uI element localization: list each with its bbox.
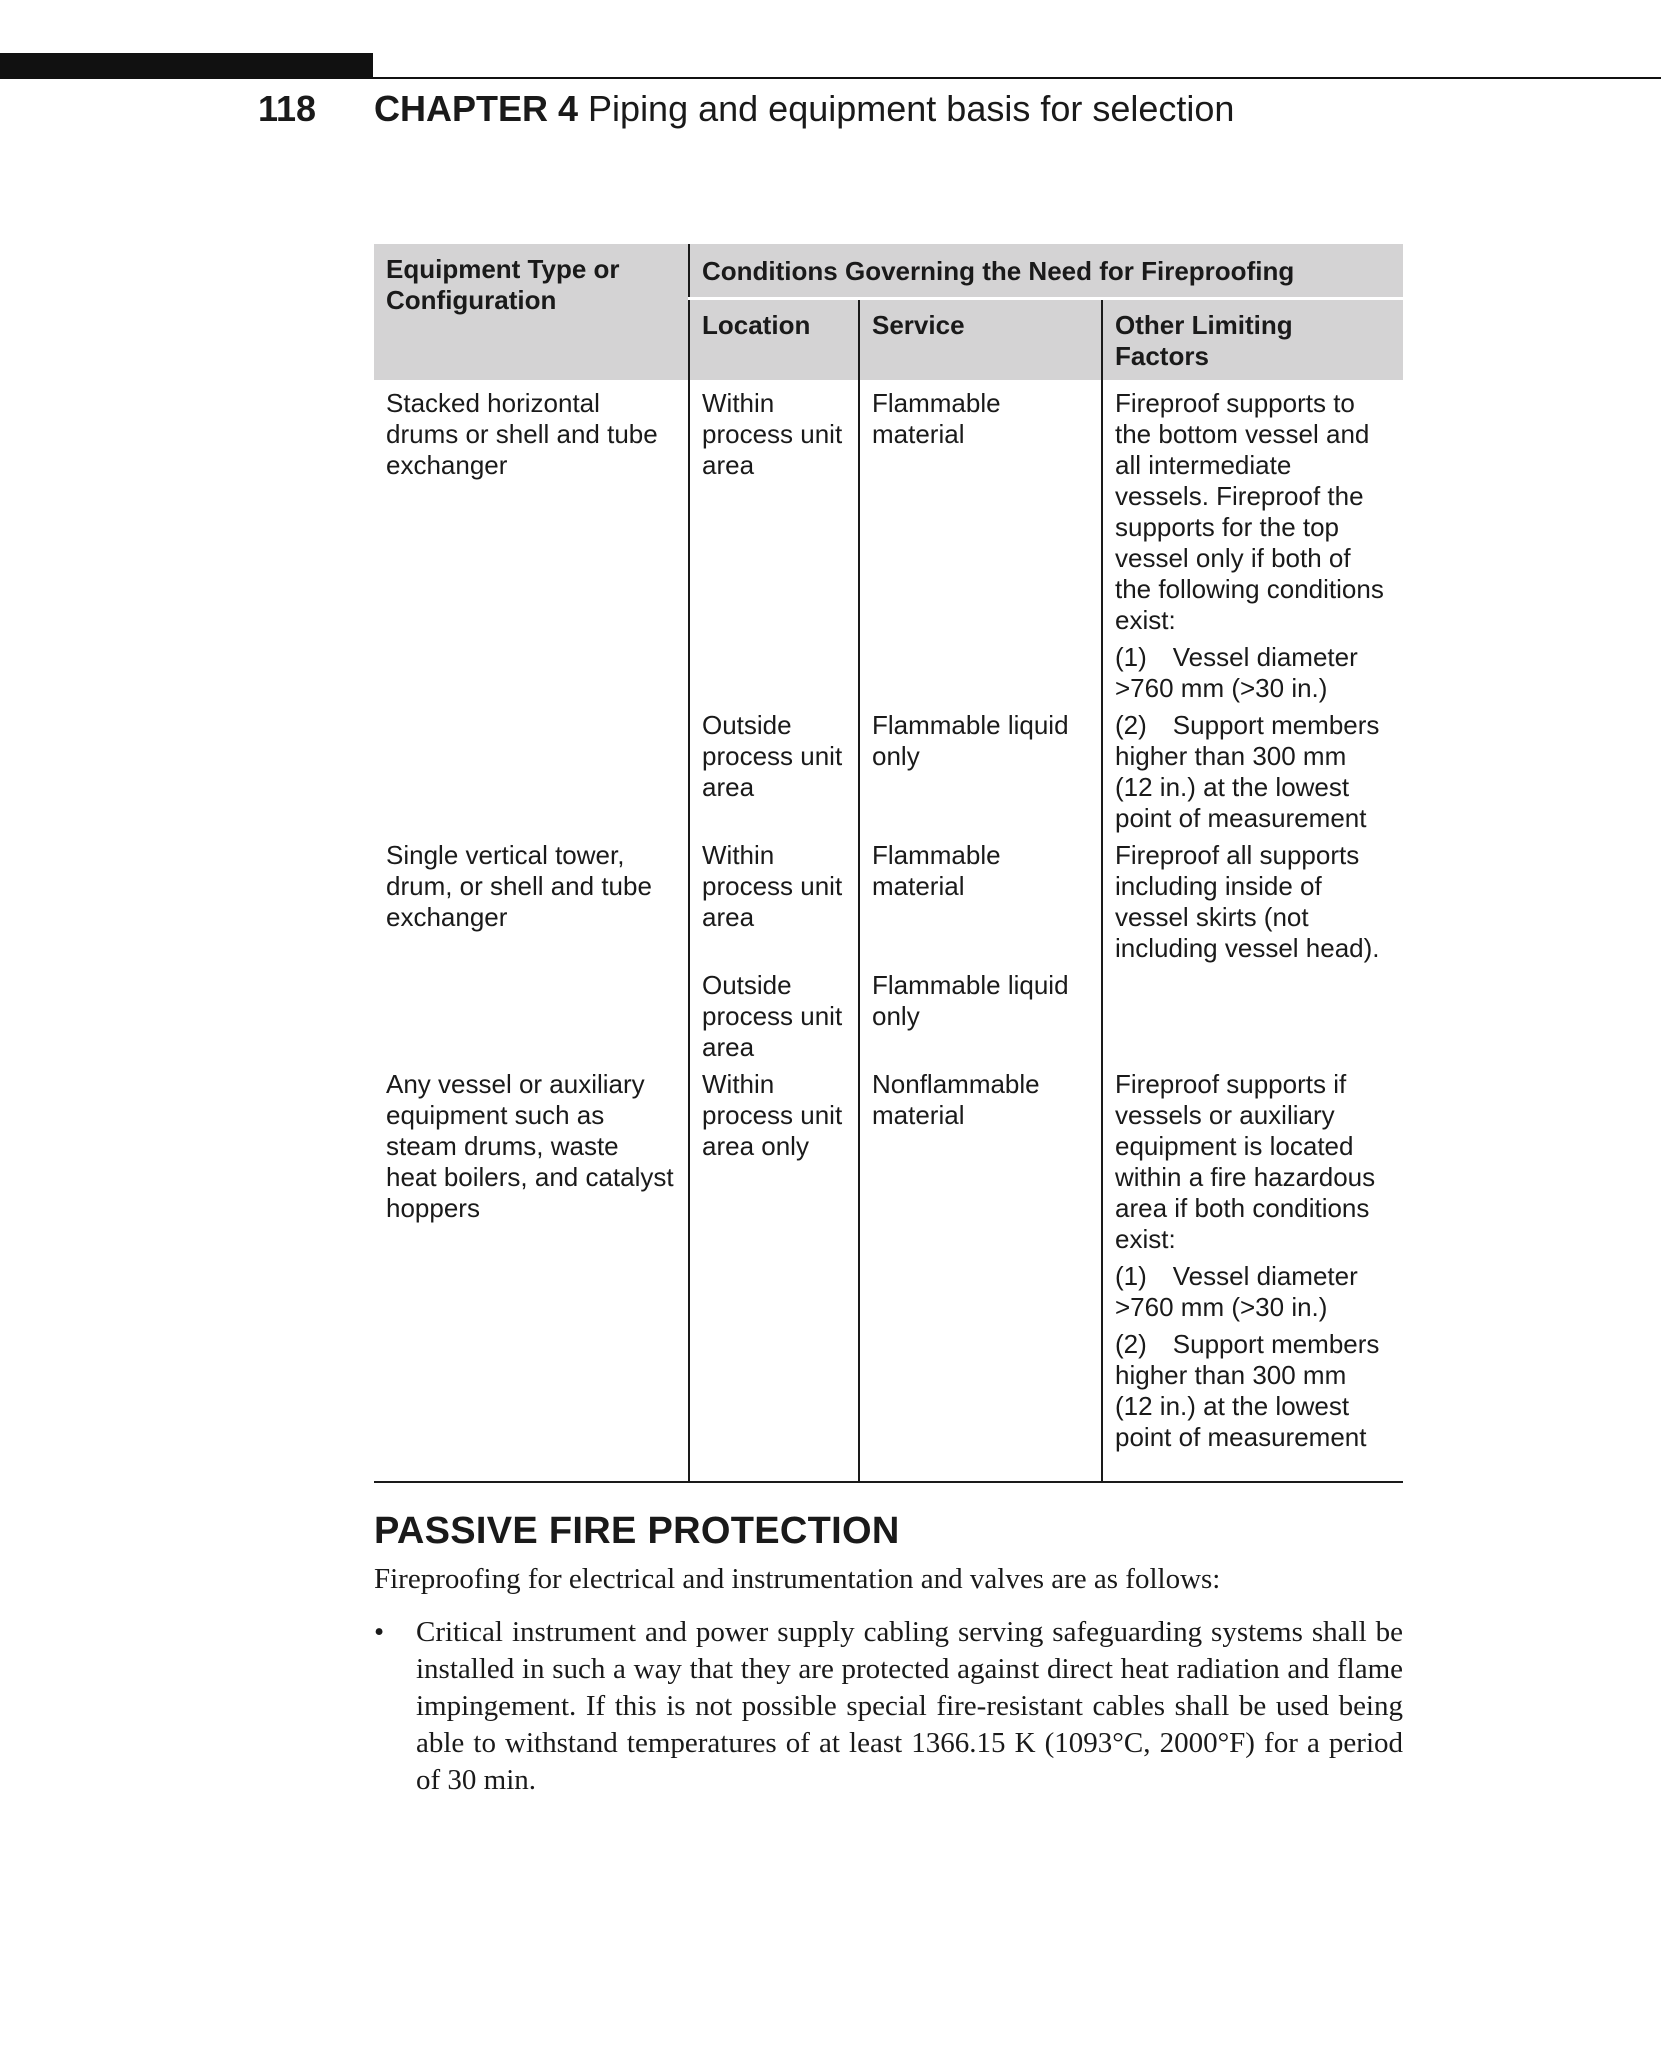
cell-other-note: (2) Support members higher than 300 mm (12 in.) at the lowest point of measurement — [1115, 1329, 1380, 1452]
passive-fire-protection-section — [374, 1510, 1403, 1799]
cell-other: Fireproof all supports including inside of vessel skirts (not including vessel head). — [1102, 834, 1403, 964]
header-location: Location — [689, 299, 859, 381]
bullet-text: Critical instrument and power supply cabling serving safeguarding systems shall be installed in such a way that they are protected against direct heat radiation and flame impingement. If this is not possible special fire-resistant cables shall be used being able to withstand temperatures of at least 1366.15 K (1093°C, 2000°F) for a period of 30 min. — [416, 1616, 1403, 1796]
cell-equipment — [374, 964, 689, 1063]
cell-other-text: Fireproof supports if vessels or auxiliary equipment is located within a fire hazardous area if both conditions exist: — [1115, 1069, 1376, 1254]
cell-other-text: Fireproof supports to the bottom vessel and all intermediate vessels. Fireproof the supports for the top vessel only if both of the following conditions exist: — [1115, 388, 1384, 635]
chapter-title: Piping and equipment basis for selection — [588, 88, 1235, 129]
table-row — [374, 380, 1403, 704]
cell-other-note: (1) Vessel diameter >760 mm (>30 in.) — [1115, 642, 1358, 703]
running-header — [258, 88, 1234, 130]
cell-equipment: Any vessel or auxiliary equipment such as steam drums, waste heat boilers, and catalyst hoppers — [374, 1063, 689, 1482]
header-equipment: Equipment Type or Configuration — [374, 244, 689, 380]
chapter-label: CHAPTER 4 — [374, 88, 579, 129]
header-other-factors: Other Limiting Factors — [1102, 299, 1403, 381]
section-intro: Fireproofing for electrical and instrumentation and valves are as follows: — [374, 1563, 1221, 1595]
bullet-icon: • — [374, 1616, 385, 1648]
fireproofing-table — [374, 244, 1403, 1483]
header-service: Service — [859, 299, 1102, 381]
cell-other — [1102, 380, 1403, 704]
cell-other — [1102, 964, 1403, 1063]
cell-other — [1102, 1063, 1403, 1482]
cell-equipment: Stacked horizontal drums or shell and tube exchanger — [386, 388, 658, 480]
cell-location: Outside process unit area — [689, 964, 859, 1063]
cell-location: Outside process unit area — [689, 704, 859, 834]
table-row — [374, 704, 1403, 834]
header-rule-thin — [373, 77, 1661, 79]
header-rule-thick — [0, 53, 373, 79]
section-heading: PASSIVE FIRE PROTECTION — [374, 1510, 900, 1552]
table-row — [374, 1063, 1403, 1482]
cell-service: Flammable liquid only — [859, 704, 1102, 834]
cell-service: Flammable liquid only — [859, 964, 1102, 1063]
cell-location: Within process unit area only — [689, 1063, 859, 1482]
cell-service: Flammable material — [859, 380, 1102, 704]
page-number: 118 — [258, 88, 317, 129]
header-conditions-group: Conditions Governing the Need for Fireproofing — [689, 244, 1403, 299]
cell-other: (2) Support members higher than 300 mm (12 in.) at the lowest point of measurement — [1102, 704, 1403, 834]
cell-location: Within process unit area — [689, 834, 859, 964]
cell-equipment — [374, 704, 689, 834]
cell-location: Within process unit area — [689, 380, 859, 704]
table-row — [374, 834, 1403, 964]
cell-equipment: Single vertical tower, drum, or shell and tube exchanger — [386, 840, 652, 932]
cell-service: Nonflammable material — [859, 1063, 1102, 1482]
cell-other-note: (1) Vessel diameter >760 mm (>30 in.) — [1115, 1261, 1358, 1322]
list-item — [374, 1614, 1403, 1799]
table-row — [374, 964, 1403, 1063]
cell-service: Flammable material — [859, 834, 1102, 964]
